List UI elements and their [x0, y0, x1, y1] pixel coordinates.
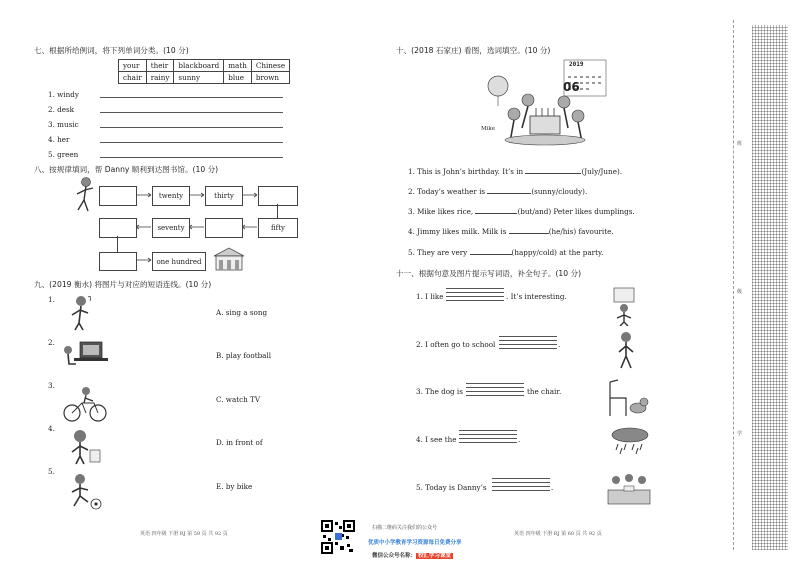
sentence-post: .	[518, 435, 521, 444]
answer-blank[interactable]	[509, 233, 549, 234]
wechat-label: 微信公众号名称：	[372, 553, 417, 559]
section-10-title: 十、(2018 石家庄) 看图，选词填空。(10 分)	[396, 46, 551, 55]
wechat-account-name[interactable]: 校汇学习课堂	[418, 553, 452, 559]
qr-caption: 扫描二维码关注我们的公众号	[372, 525, 438, 531]
four-line-guide	[492, 490, 550, 491]
binding-hatch-strip	[752, 25, 788, 550]
mike-label: Mike	[481, 126, 495, 132]
sentence-pre: 2. I often go to school	[416, 340, 496, 349]
sentence-post: (happy/cold) at the party.	[511, 248, 604, 257]
answer-line[interactable]	[100, 142, 283, 143]
connector-line	[277, 204, 278, 218]
phrase-option: C. watch TV	[216, 395, 261, 404]
blank-box[interactable]	[99, 252, 137, 271]
picture-picture-book	[608, 286, 640, 326]
word-cell: their	[146, 60, 174, 72]
page-footer-left: 英语 四年级 下册 RJ 第 59 页 共 92 页	[140, 531, 228, 537]
sentence-post: (July/June).	[581, 167, 623, 176]
margin-label: 班	[737, 141, 743, 147]
sentence-pre: 5. Today is Danny’s	[416, 483, 487, 492]
phrase-option: B. play football	[216, 351, 272, 360]
promo-line: 优质中小学教育学习资源每日免费分享	[368, 540, 462, 546]
word-cell: chair	[119, 72, 147, 84]
fill-sentence	[408, 207, 635, 216]
sentence-post: (but/and) Peter likes dumplings.	[517, 207, 635, 216]
four-line-guide	[492, 482, 550, 483]
item-number: 4.	[48, 424, 55, 433]
four-line-guide	[446, 288, 504, 289]
section-11-title: 十一、根据句意及图片提示写词语，补全句子。(10 分)	[396, 269, 582, 278]
number-box: fifty	[258, 218, 298, 238]
sentence-post: (he/his) favourite.	[548, 227, 614, 236]
phrase-option: E. by bike	[216, 482, 253, 491]
section-7-title: 七、根据所给例词，将下列单词分类。(10 分)	[34, 46, 189, 55]
four-line-guide	[446, 292, 504, 293]
item-number: 1.	[48, 295, 55, 304]
margin-label: 级	[737, 289, 743, 295]
classify-item: 3. music	[48, 120, 79, 129]
sentence-pre: 4. I see the	[416, 435, 457, 444]
answer-blank[interactable]	[475, 213, 517, 214]
picture-sing-song	[66, 293, 96, 331]
answer-line[interactable]	[100, 97, 283, 98]
blank-box[interactable]	[99, 218, 137, 238]
page-footer-right: 英语 四年级 下册 RJ 第 60 页 共 92 页	[514, 531, 602, 537]
word-cell: math	[224, 60, 252, 72]
wechat-line	[372, 551, 453, 559]
classify-item: 1. windy	[48, 90, 79, 99]
answer-blank[interactable]	[525, 173, 581, 174]
section-9-title: 九、(2019 衡水) 将图片与对应的短语连线。(10 分)	[34, 280, 212, 289]
picture-in-front-of	[66, 428, 106, 466]
fill-sentence	[408, 248, 603, 257]
picture-bike	[62, 385, 108, 423]
four-line-guide	[499, 348, 557, 349]
arrow-connectors	[135, 190, 295, 202]
sentence-post: . It’s interesting.	[506, 292, 567, 301]
four-line-guide	[492, 478, 550, 479]
picture-walking	[612, 330, 640, 370]
section-8-title: 八、按规律填词，帮 Danny 顺利到达图书馆。(10 分)	[34, 165, 219, 174]
four-line-guide	[459, 430, 517, 431]
birthday-party-picture	[478, 58, 608, 150]
item-number: 3.	[48, 381, 55, 390]
word-cell: blue	[224, 72, 252, 84]
picture-rain-cloud	[608, 426, 652, 456]
answer-line[interactable]	[492, 486, 550, 487]
binding-line	[733, 20, 734, 550]
fill-sentence	[408, 167, 622, 176]
classify-item: 4. her	[48, 135, 70, 144]
word-cell: Chinese	[251, 60, 289, 72]
answer-blank[interactable]	[470, 254, 512, 255]
calendar-year: 2019	[569, 61, 584, 68]
number-box: one hundred	[152, 252, 206, 271]
fill-sentence	[408, 227, 614, 236]
answer-line[interactable]	[446, 296, 504, 297]
word-cell: rainy	[146, 72, 174, 84]
four-line-guide	[446, 300, 504, 301]
answer-line[interactable]	[466, 391, 524, 392]
answer-line[interactable]	[459, 438, 517, 439]
word-cell: brown	[251, 72, 289, 84]
fill-sentence	[408, 187, 587, 196]
sentence-pre: 1. This is John’s birthday. It’s in	[408, 167, 526, 176]
number-box: twenty	[152, 186, 190, 206]
picture-dog-chair	[604, 378, 650, 418]
four-line-guide	[466, 387, 524, 388]
phrase-option: D. in front of	[216, 438, 263, 447]
word-cell: sunny	[174, 72, 224, 84]
sentence-post: (sunny/cloudy).	[531, 187, 588, 196]
phrase-option: A. sing a song	[216, 308, 268, 317]
arrow-connectors	[135, 222, 259, 234]
picture-football	[66, 472, 106, 510]
answer-line[interactable]	[100, 127, 283, 128]
sentence-post: .	[558, 340, 561, 349]
calendar-month: 06	[563, 80, 580, 94]
four-line-guide	[466, 395, 524, 396]
word-cell: your	[119, 60, 147, 72]
library-icon	[212, 246, 246, 272]
word-cell: blackboard	[174, 60, 224, 72]
item-number: 5.	[48, 467, 55, 476]
four-line-guide	[499, 336, 557, 337]
answer-blank[interactable]	[487, 193, 531, 194]
danny-icon	[72, 176, 96, 214]
sentence-pre: 2. Today’s weather is	[408, 187, 488, 196]
arrow-connectors	[135, 255, 153, 267]
sentence-pre: 4. Jimmy likes milk. Milk is	[408, 227, 509, 236]
four-line-guide	[459, 442, 517, 443]
classify-item: 5. green	[48, 150, 79, 159]
number-box: seventy	[152, 218, 190, 238]
picture-birthday	[606, 468, 652, 506]
sentence-pre: 3. Mike likes rice,	[408, 207, 476, 216]
sentence-post: the chair.	[527, 387, 562, 396]
sentence-pre: 5. They are very	[408, 248, 470, 257]
answer-line[interactable]	[499, 344, 557, 345]
number-box: thirty	[205, 186, 243, 206]
sentence-pre: 3. The dog is	[416, 387, 463, 396]
word-example-table	[118, 59, 290, 84]
four-line-guide	[459, 434, 517, 435]
margin-label: 学	[737, 431, 743, 437]
item-number: 2.	[48, 338, 55, 347]
four-line-guide	[499, 340, 557, 341]
sentence-post: .	[551, 483, 554, 492]
qr-code-icon[interactable]	[321, 520, 355, 554]
connector-line	[117, 236, 118, 252]
answer-line[interactable]	[100, 157, 283, 158]
sentence-pre: 1. I like	[416, 292, 444, 301]
blank-box[interactable]	[99, 186, 137, 206]
answer-line[interactable]	[100, 112, 283, 113]
classify-item: 2. desk	[48, 105, 75, 114]
four-line-guide	[466, 383, 524, 384]
picture-watch-tv	[60, 338, 110, 368]
